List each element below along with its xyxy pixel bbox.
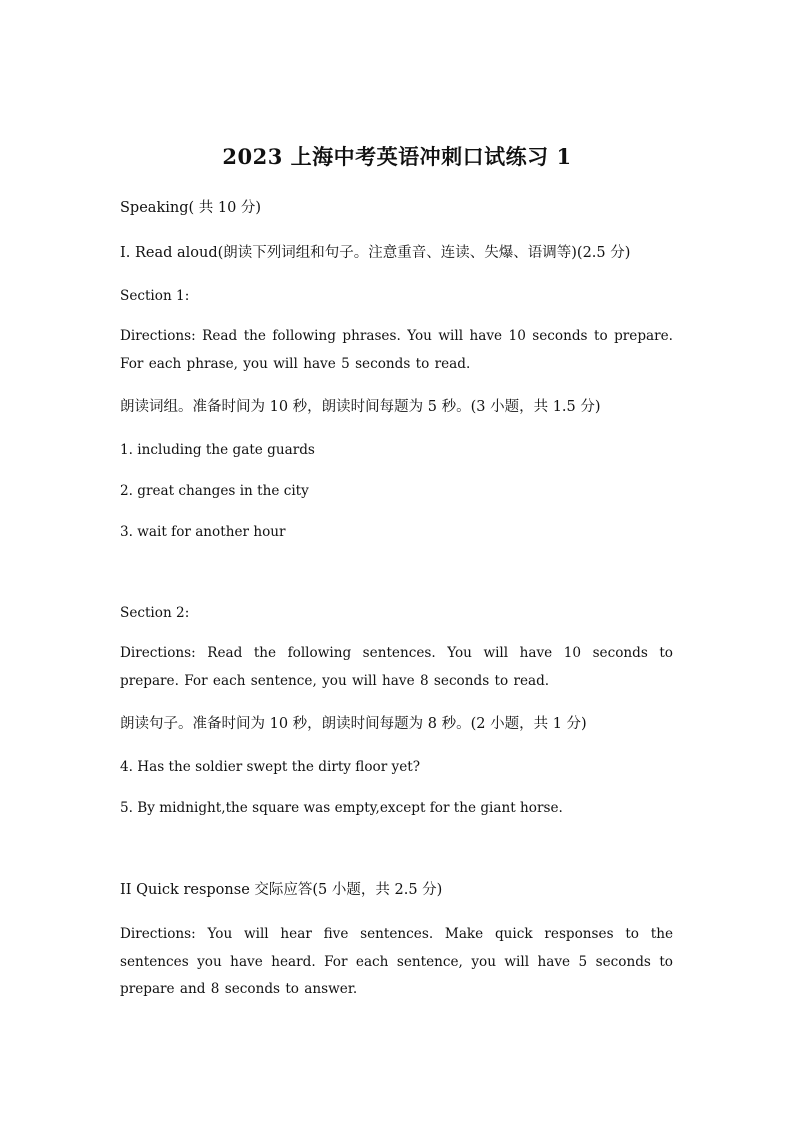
part1-heading: I. Read aloud(朗读下列词组和句子。注意重音、连读、失爆、语调等)(2.5 分) <box>120 245 631 261</box>
section1-cn-instructions: 朗读词组。准备时间为 10 秒，朗读时间每题为 5 秒。(3 小题，共 1.5 分) <box>120 399 601 415</box>
section2-label: Section 2: <box>120 605 190 621</box>
section2-directions: Directions: Read the following sentences. You will have 10 seconds to prepare. For each sentence, you will have 8 seconds to read. <box>120 645 673 689</box>
phrase-item-2: 2. great changes in the city <box>120 483 309 499</box>
section2-cn-instructions: 朗读句子。准备时间为 10 秒，朗读时间每题为 8 秒。(2 小题，共 1 分) <box>120 716 587 732</box>
sentence-item-4: 4. Has the soldier swept the dirty floor yet? <box>120 759 421 775</box>
page-title: 2023 上海中考英语冲刺口试练习 1 <box>222 144 572 169</box>
section1-label: Section 1: <box>120 288 190 304</box>
part2-directions: Directions: You will hear five sentences. Make quick responses to the sentences you have heard. For each sentence, you will have 5 seconds to prepare and 8 seconds to answer. <box>120 926 673 997</box>
part2-heading: II Quick response 交际应答(5 小题，共 2.5 分) <box>120 882 443 898</box>
sentence-item-5: 5. By midnight,the square was empty,except for the giant horse. <box>120 800 563 816</box>
phrase-item-1: 1. including the gate guards <box>120 442 315 458</box>
speaking-header: Speaking( 共 10 分) <box>120 200 262 216</box>
phrase-item-3: 3. wait for another hour <box>120 524 286 540</box>
section1-directions: Directions: Read the following phrases. You will have 10 seconds to prepare. For each phrase, you will have 5 seconds to read. <box>120 328 673 372</box>
